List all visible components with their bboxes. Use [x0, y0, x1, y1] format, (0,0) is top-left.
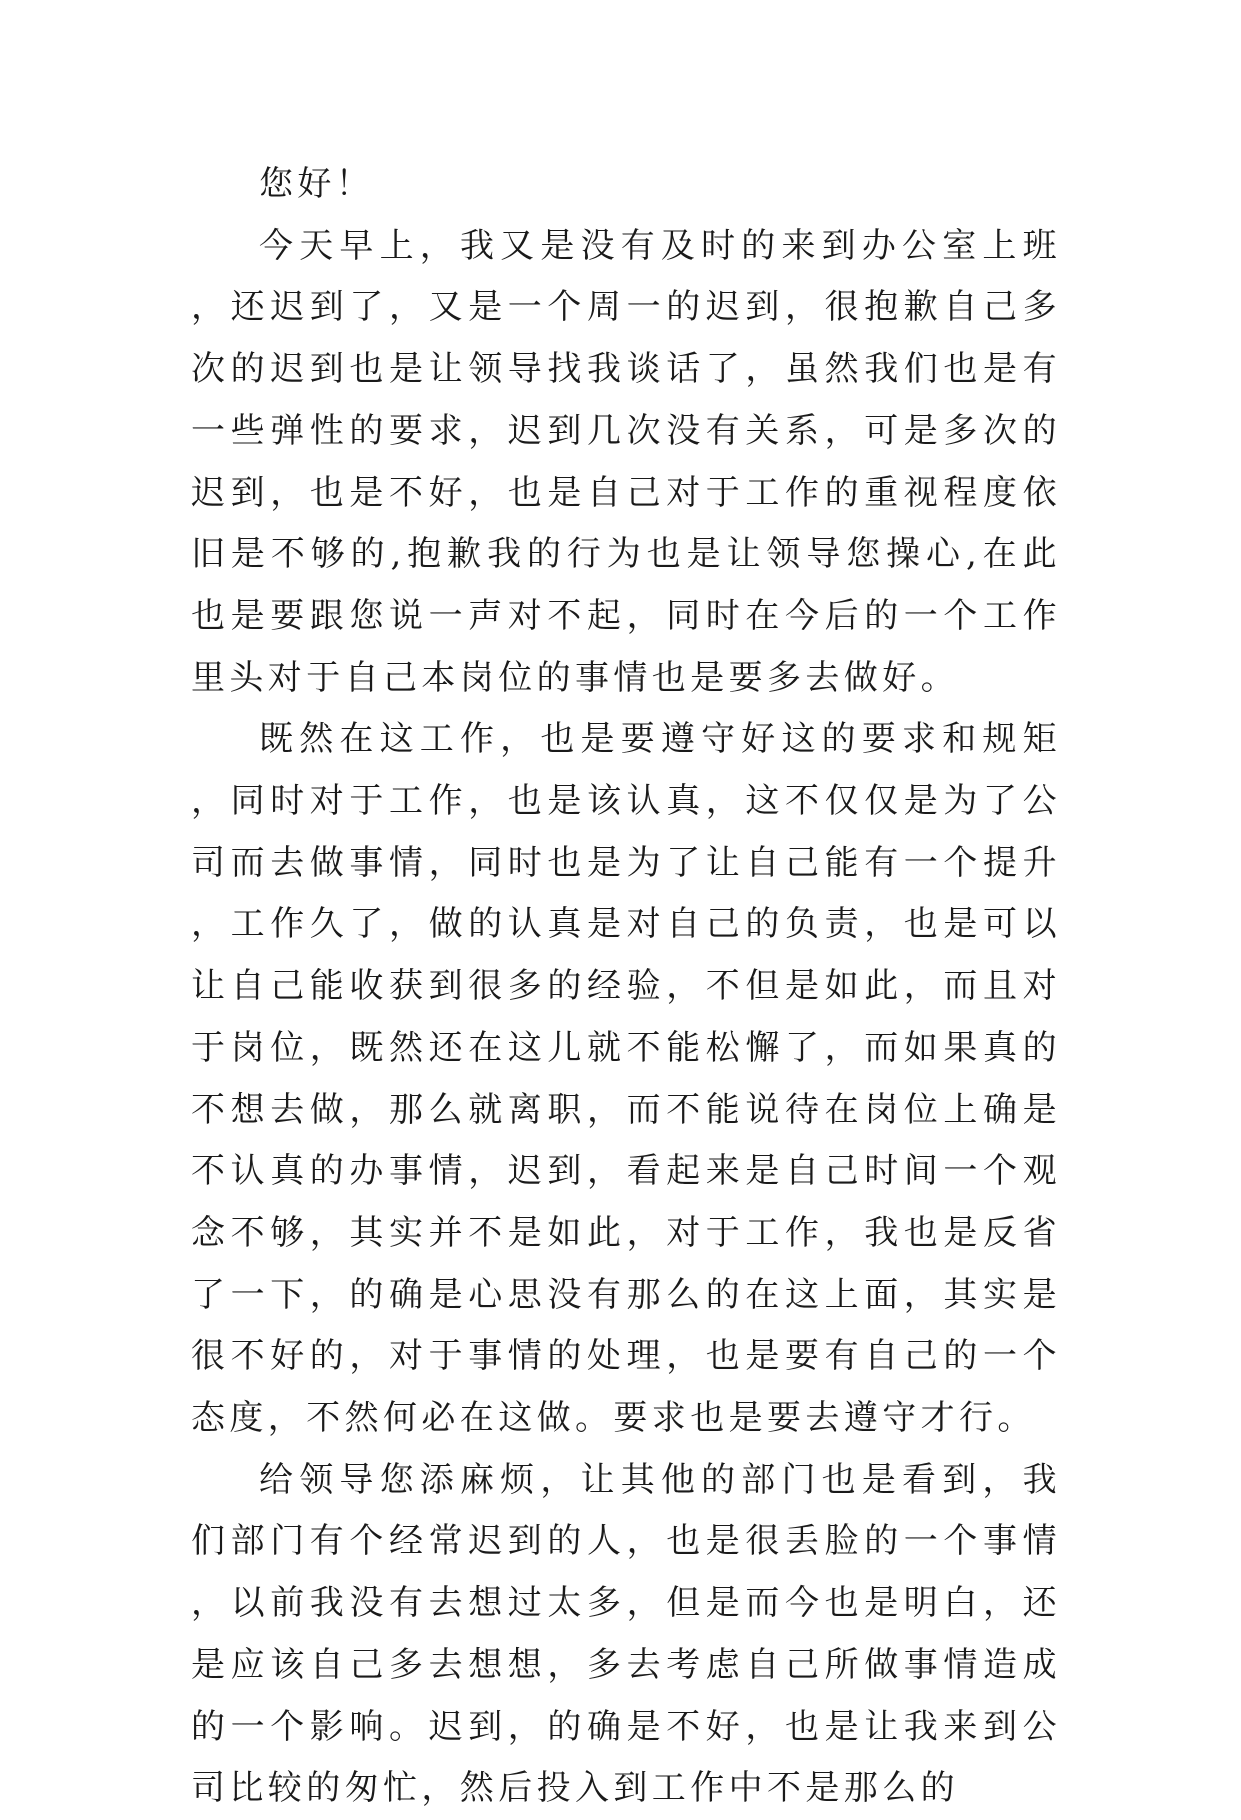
- greeting: 您好！: [259, 164, 375, 204]
- letter-body: [191, 154, 1061, 1820]
- paragraph-1: 今天早上，我又是没有及时的来到办公室上班，还迟到了，又是一个周一的迟到，很抱歉自己多次的迟到也是让领导找我谈话了，虽然我们也是有一些弹性的要求，迟到几次没有关系，可是多次的迟到，也是不好，也是自己对于工作的重视程度依旧是不够的,抱歉我的行为也是让领导您操心,在此也是要跟您说一声对不起，同时在今后的一个工作里头对于自己本岗位的事情也是要多去做好。: [191, 225, 1061, 698]
- paragraph-2: 既然在这工作，也是要遵守好这的要求和规矩，同时对于工作，也是该认真，这不仅仅是为了公司而去做事情，同时也是为了让自己能有一个提升，工作久了，做的认真是对自己的负责，也是可以让自己能收获到很多的经验，不但是如此，而且对于岗位，既然还在这儿就不能松懈了，而如果真的不想去做，那么就离职，而不能说待在岗位上确是不认真的办事情，迟到，看起来是自己时间一个观念不够，其实并不是如此，对于工作，我也是反省了一下，的确是心思没有那么的在这上面，其实是很不好的，对于事情的处理，也是要有自己的一个态度，不然何必在这做。要求也是要去遵守才行。: [191, 719, 1061, 1439]
- paragraph-3: 给领导您添麻烦，让其他的部门也是看到，我们部门有个经常迟到的人，也是很丢脸的一个事情，以前我没有去想过太多，但是而今也是明白，还是应该自己多去想想，多去考虑自己所做事情造成的一个影响。迟到，的确是不好，也是让我来到公司比较的匆忙，然后投入到工作中不是那么的: [191, 1459, 1061, 1809]
